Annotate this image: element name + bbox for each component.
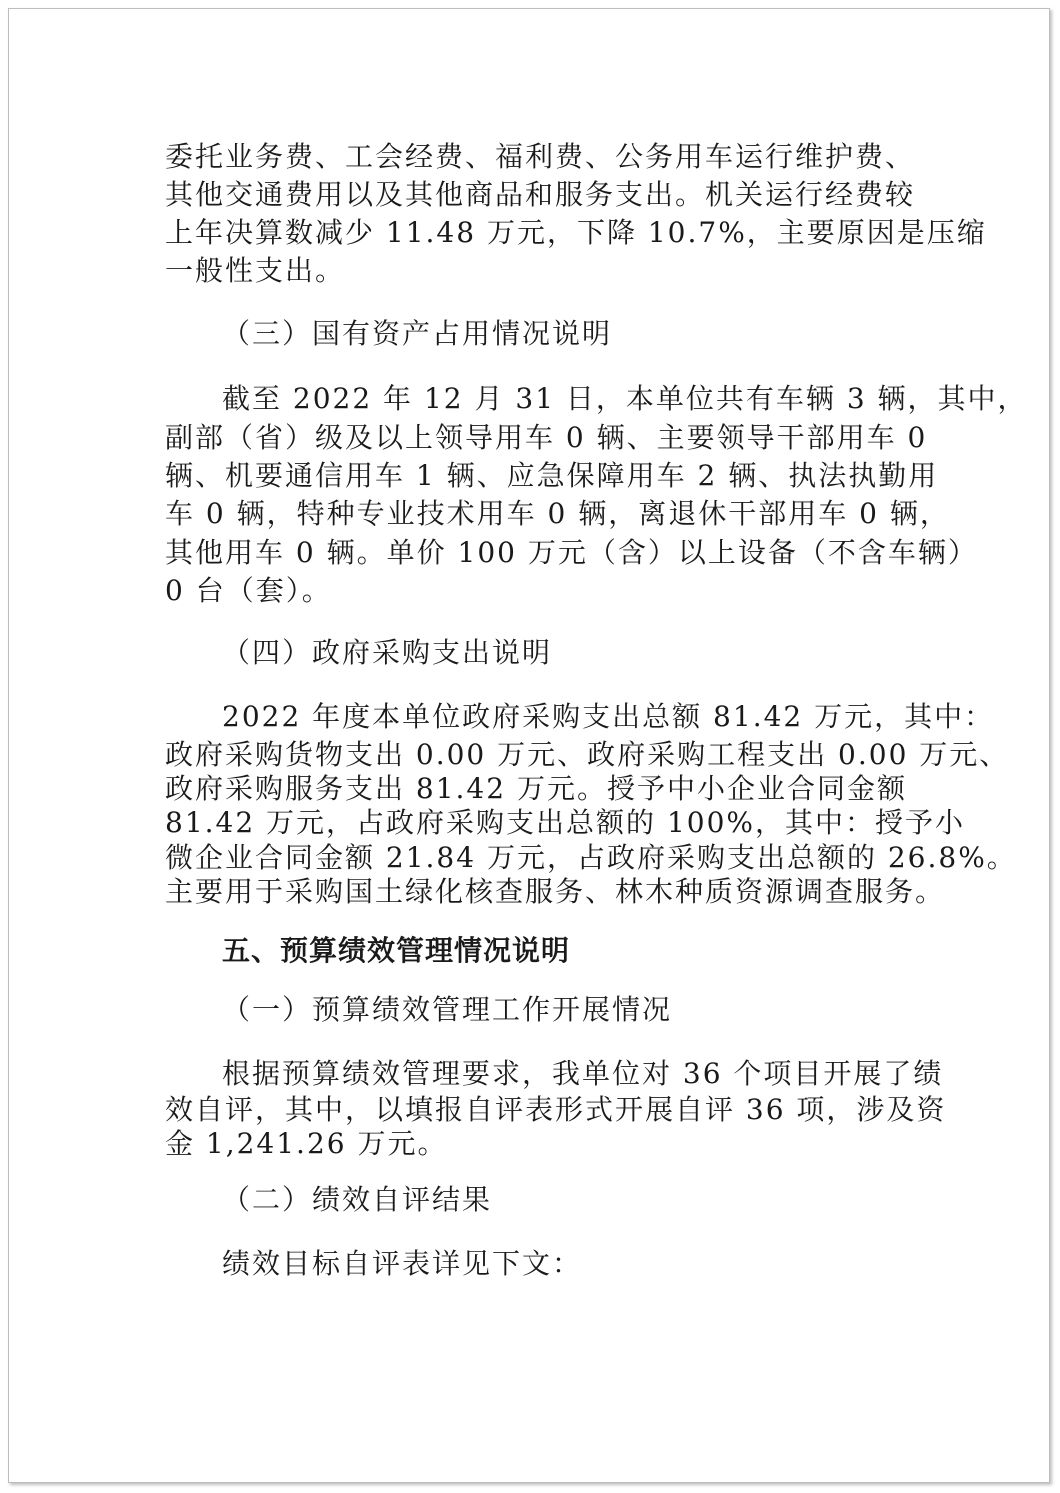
section-heading: （二）绩效自评结果 [222, 1183, 493, 1216]
paragraph-line: 政府采购货物支出 0.00 万元、政府采购工程支出 0.00 万元、 [165, 738, 1010, 771]
paragraph-line: 上年决算数减少 11.48 万元，下降 10.7%，主要原因是压缩 [165, 216, 987, 249]
paragraph-line: 委托业务费、工会经费、福利费、公务用车运行维护费、 [165, 140, 916, 173]
paragraph-line: 其他用车 0 辆。单价 100 万元（含）以上设备（不含车辆） [165, 536, 978, 569]
paragraph-line: 0 台（套）。 [165, 574, 332, 607]
paragraph-line: 车 0 辆，特种专业技术用车 0 辆，离退休干部用车 0 辆， [165, 497, 950, 530]
paragraph-line: 根据预算绩效管理要求，我单位对 36 个项目开展了绩 [222, 1057, 944, 1090]
paragraph-line: 效自评，其中，以填报自评表形式开展自评 36 项，涉及资 [165, 1093, 947, 1126]
section-heading: （四）政府采购支出说明 [222, 636, 553, 669]
paragraph-line: 一般性支出。 [165, 254, 346, 287]
chapter-heading: 五、预算绩效管理情况说明 [222, 934, 571, 967]
paragraph-line: 金 1,241.26 万元。 [165, 1127, 448, 1160]
paragraph-line: 截至 2022 年 12 月 31 日，本单位共有车辆 3 辆，其中， [222, 382, 1028, 415]
paragraph-line: 辆、机要通信用车 1 辆、应急保障用车 2 辆、执法执勤用 [165, 459, 939, 492]
section-heading: （三）国有资产占用情况说明 [222, 317, 613, 350]
paragraph-line: 其他交通费用以及其他商品和服务支出。机关运行经费较 [165, 178, 916, 211]
paragraph-line: 2022 年度本单位政府采购支出总额 81.42 万元，其中： [222, 700, 995, 733]
paragraph-line: 微企业合同金额 21.84 万元，占政府采购支出总额的 26.8%。 [165, 841, 1017, 874]
paragraph-line: 绩效目标自评表详见下文： [222, 1247, 583, 1280]
paragraph-line: 81.42 万元，占政府采购支出总额的 100%，其中：授予小 [165, 806, 966, 839]
paragraph-line: 政府采购服务支出 81.42 万元。授予中小企业合同金额 [165, 772, 907, 805]
paragraph-line: 主要用于采购国土绿化核查服务、林木种质资源调查服务。 [165, 875, 946, 908]
paragraph-line: 副部（省）级及以上领导用车 0 辆、主要领导干部用车 0 [165, 421, 928, 454]
section-heading: （一）预算绩效管理工作开展情况 [222, 993, 673, 1026]
